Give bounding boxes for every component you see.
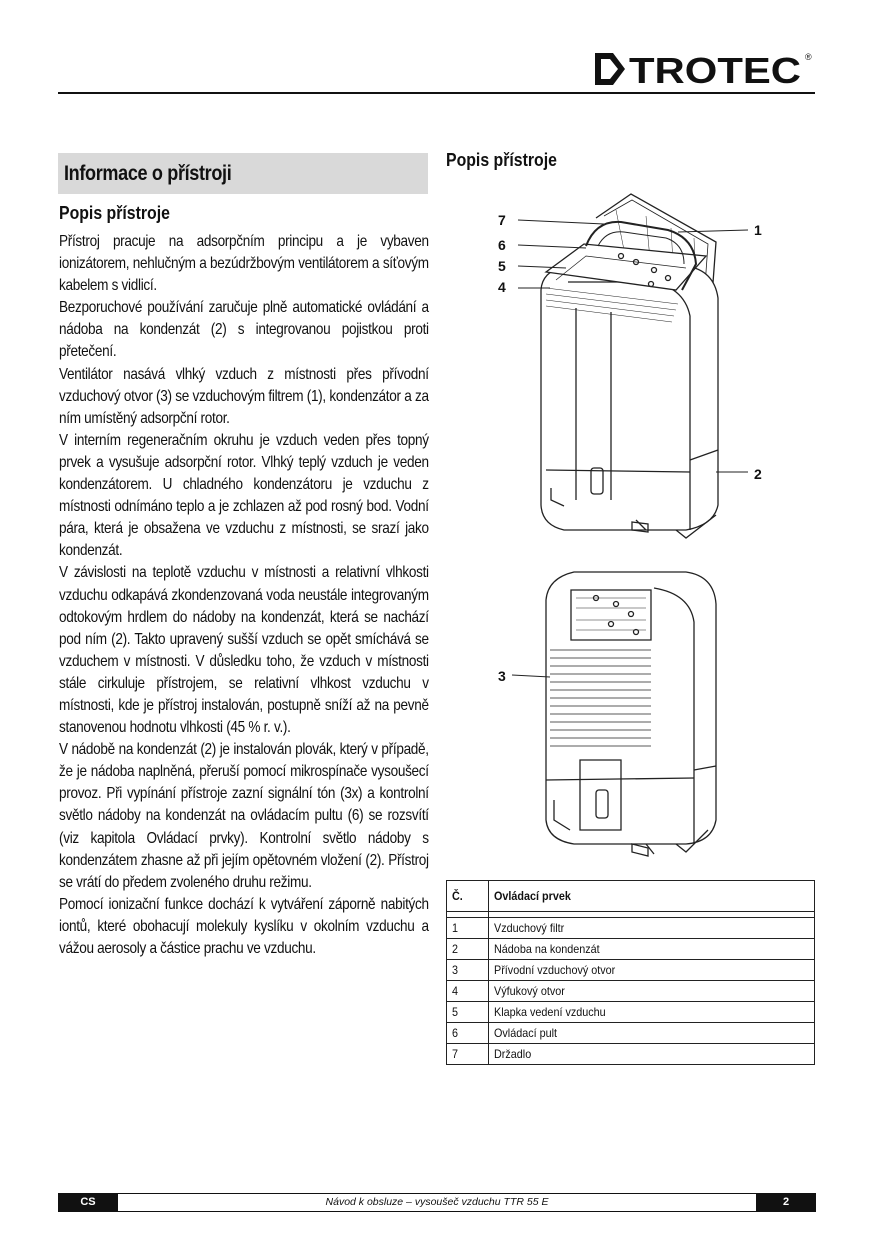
- table-row: [447, 918, 815, 939]
- table-row: [447, 1023, 815, 1044]
- table-cell-number: 4: [447, 981, 489, 1002]
- table-row: [447, 960, 815, 981]
- table-cell-part: Klapka vedení vzduchu: [489, 1002, 815, 1023]
- trotec-logo-graphic: [593, 50, 818, 91]
- trotec-logo: [593, 50, 818, 91]
- table-header-number: Č.: [447, 881, 489, 912]
- parts-table: [446, 880, 815, 1065]
- table-row: [447, 1002, 815, 1023]
- paragraph: V závislosti na teplotě vzduchu v místnosti a relativní vlhkosti vzduchu odkapává zkondenzovaná voda neustále integrovaným odtokovým hrdlem do nádoby na kondenzát, která se nachází pod ním (2). Takto upravený sušší vzduch se opět smíchává se vzduchem v místnosti. V důsledku toho, že vzduch v místnosti stále cirkuluje přístrojem, se relativní vlhkost vzduchu v místnosti, kde je přístroj instalován, postupně sníží až na pevně stanovenou hodnotu vlhkosti (45 % r. v.).: [59, 564, 429, 737]
- description-text: [59, 231, 429, 960]
- paragraph: Pomocí ionizační funkce dochází k vytváření záporně nabitých iontů, které obohacují molekuly kyslíku v okolním vzduchu a vážou aerosoly a částice prachu ve vzduchu.: [59, 895, 429, 957]
- callout-2: 2: [754, 466, 762, 482]
- page-footer: [58, 1193, 816, 1212]
- callout-6: 6: [498, 237, 506, 253]
- table-cell-part: Nádoba na kondenzát: [489, 939, 815, 960]
- table-row: [447, 1044, 815, 1065]
- table-row: [447, 939, 815, 960]
- paragraph: Bezporuchové používání zaručuje plně automatické ovládání a nádoba na kondenzát (2) s integrovanou pojistkou proti přetečení.: [59, 299, 429, 361]
- right-heading: Popis přístroje: [446, 150, 557, 170]
- table-cell-part: Ovládací pult: [489, 1023, 815, 1044]
- trotec-chevron-icon: [595, 53, 625, 85]
- paragraph: Přístroj pracuje na adsorpčním principu a je vybaven ionizátorem, nehlučným a bezúdržbovým ventilátorem a síťovým kabelem s vidlicí.: [59, 233, 429, 295]
- registered-mark: ®: [805, 52, 812, 62]
- table-cell-number: 6: [447, 1023, 489, 1044]
- device-illustration: [446, 180, 816, 880]
- callout-3: 3: [498, 668, 506, 684]
- section-title-band: [58, 153, 428, 194]
- table-cell-part: Přívodní vzduchový otvor: [489, 960, 815, 981]
- table-header-part: Ovládací prvek: [489, 881, 815, 912]
- header-rule: [58, 92, 815, 94]
- table-cell-part: Držadlo: [489, 1044, 815, 1065]
- footer-title: Návod k obsluze – vysoušeč vzduchu TTR 55 E: [325, 1196, 549, 1208]
- table-row: [447, 981, 815, 1002]
- section-title: Informace o přístroji: [64, 162, 232, 185]
- dehumidifier-front-view: [546, 572, 716, 856]
- table-cell-number: 1: [447, 918, 489, 939]
- callout-7: 7: [498, 212, 506, 228]
- paragraph: Ventilátor nasává vlhký vzduch z místnosti přes přívodní vzduchový otvor (3) se vzduchovým filtrem (1), kondenzátor a za ním umístěný adsorpční rotor.: [59, 365, 429, 427]
- table-cell-number: 2: [447, 939, 489, 960]
- callout-4: 4: [498, 279, 506, 295]
- table-cell-number: 3: [447, 960, 489, 981]
- footer-language: CS: [58, 1194, 118, 1211]
- table-cell-number: 7: [447, 1044, 489, 1065]
- dehumidifier-top-view: [541, 194, 718, 538]
- table-cell-part: Výfukový otvor: [489, 981, 815, 1002]
- left-heading: Popis přístroje: [59, 203, 170, 223]
- callout-1: 1: [754, 222, 762, 238]
- table-cell-number: 5: [447, 1002, 489, 1023]
- callout-5: 5: [498, 258, 506, 274]
- paragraph: V interním regeneračním okruhu je vzduch veden přes topný prvek a vysušuje adsorpční rotor. Vlhký teplý vzduch je veden kondenzátorem. U chladného kondenzátoru je vzduchu z místnosti odnímáno teplo a je zchlazen až pod rosný bod. Vodní pára, která je obsažena ve vzduchu z místnosti, se srazí jako kondenzát.: [59, 431, 429, 560]
- brand-wordmark: TROTEC: [629, 50, 801, 91]
- table-cell-part: Vzduchový filtr: [489, 918, 815, 939]
- paragraph: V nádobě na kondenzát (2) je instalován plovák, který v případě, že je nádoba naplněná, přeruší pomocí mikrospínače vysoušecí provoz. Při vypínání přístroje zazní signální tón (3x) a kontrolní světlo nádoby na kondenzát na ovládacím pultu (6) se rozsvítí (viz kapitola Ovládací prvky). Kontrolní světlo nádoby s kondenzátem zhasne až při jejím opětovném vložení (2). Přístroj se vrátí do předem zvoleného druhu režimu.: [59, 741, 429, 891]
- table-header-row: [447, 881, 815, 912]
- footer-page-number: 2: [756, 1194, 816, 1211]
